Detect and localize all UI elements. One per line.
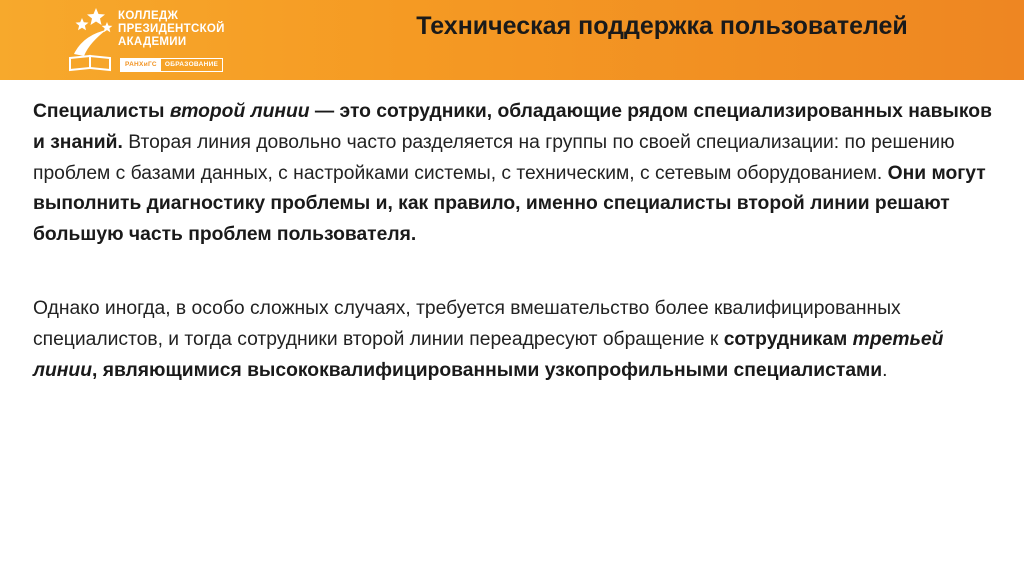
text-regular: Вторая линия довольно часто разделяется на группы по своей специализации: по решению проблем с базами данных, с настройками системы, с техническим, с сетевым оборудованием.	[33, 131, 955, 184]
text-bold: Специалисты	[33, 101, 170, 122]
paragraph-second-line	[33, 97, 993, 251]
logo-tag-text: ОБРАЗОВАНИЕ	[164, 61, 219, 68]
slide-body	[33, 97, 993, 386]
college-logo	[66, 6, 266, 74]
text-bold: , являющимися высококвалифицированными узкопрофильными специалистами	[91, 359, 883, 381]
star-book-icon	[66, 6, 116, 72]
text-bold-italic: второй линии	[169, 101, 310, 122]
logo-tagline	[120, 58, 223, 72]
header-bar	[0, 0, 1024, 80]
text-bold-italic: третьей линии	[33, 328, 944, 381]
text-regular: Однако иногда, в особо сложных случаях, требуется вмешательство более квалифицированных специалистов, и тогда сотрудники второй линии переадресуют обращение к	[33, 297, 901, 350]
text-bold: Они могут выполнить диагностику проблемы и, как правило, именно специалисты второй линии решают большую часть проблем пользователя.	[33, 162, 986, 246]
text-bold: сотрудникам	[723, 328, 853, 350]
logo-line-1: КОЛЛЕДЖ	[118, 10, 179, 22]
logo-line-2: ПРЕЗИДЕНТСКОЙ	[118, 23, 225, 35]
slide-title: Техническая поддержка пользователей	[416, 11, 908, 40]
text-regular: .	[882, 359, 888, 381]
logo-tag-brand: РАНХиГС	[121, 59, 161, 71]
paragraph-third-line	[33, 294, 993, 386]
logo-line-3: АКАДЕМИИ	[118, 36, 187, 48]
text-bold: — это сотрудники, обладающие рядом специализированных навыков и знаний.	[33, 101, 992, 153]
